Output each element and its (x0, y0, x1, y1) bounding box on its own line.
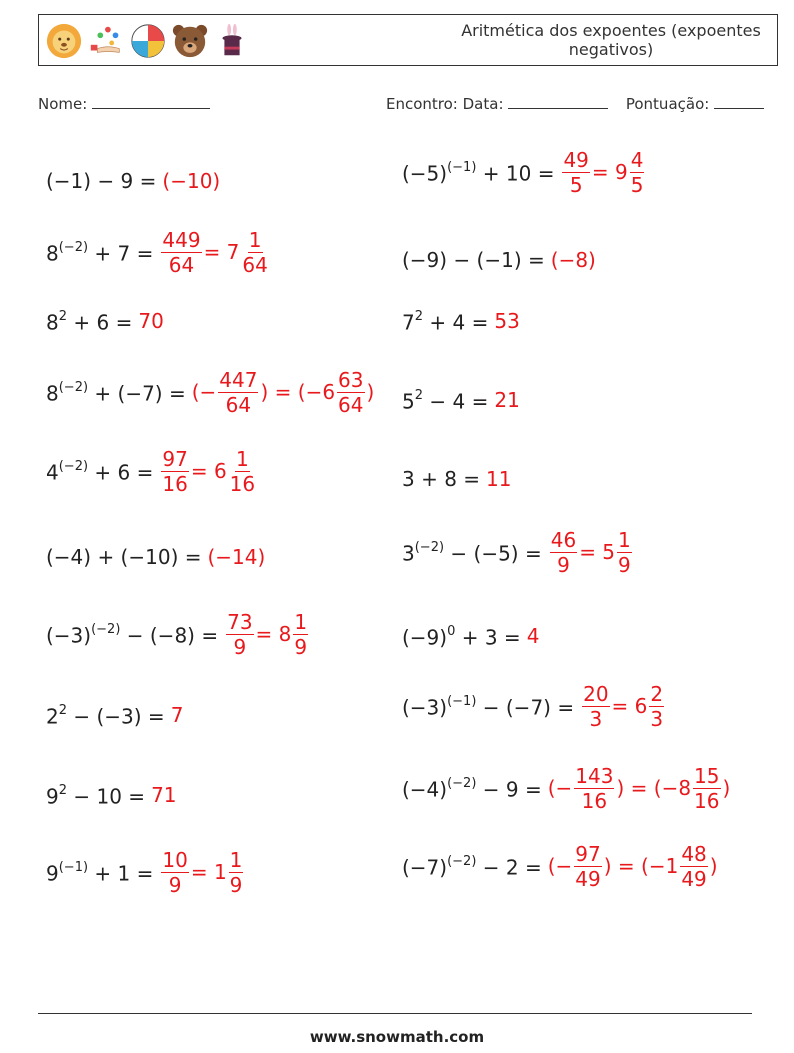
encounter-label: Encontro: Data: (386, 95, 504, 113)
numerator: 143 (575, 763, 614, 788)
answer-equals: ) = (−6 (260, 380, 336, 404)
answer-equals: ) = (−1 (603, 854, 679, 878)
answer (580, 682, 666, 731)
denominator: 16 (229, 471, 256, 496)
question-rest: + 4 = (429, 310, 489, 335)
question (46, 620, 218, 648)
denominator: 64 (168, 252, 195, 277)
numerator: 97 (162, 446, 188, 471)
exponent: (−2) (414, 540, 445, 556)
name-blank[interactable] (92, 94, 210, 109)
question-rest: − 2 = (482, 855, 542, 880)
mixed-fraction (229, 447, 256, 496)
answer-fraction (226, 610, 253, 659)
mixed-fraction (693, 764, 720, 813)
numerator: 2 (650, 681, 664, 706)
numerator: 49 (563, 147, 589, 172)
question (402, 158, 554, 186)
numerator: 15 (694, 763, 720, 788)
question (402, 774, 542, 802)
answer-fraction (562, 148, 589, 197)
answer (162, 169, 220, 193)
question (402, 386, 488, 414)
question-rest: + 3 = (461, 625, 521, 650)
footer-url: www.snowmath.com (309, 1028, 485, 1046)
answer (486, 467, 511, 491)
answer-fraction (574, 764, 614, 813)
question (46, 307, 132, 335)
answer-fraction (161, 447, 188, 496)
answer-fraction (574, 842, 601, 891)
exponent: 2 (414, 309, 424, 325)
numerator: 1 (618, 527, 631, 552)
question (402, 307, 488, 335)
answer-suffix: ) (709, 854, 718, 878)
denominator: 9 (294, 634, 308, 659)
worksheet-header (38, 14, 778, 66)
base: (−9) (402, 625, 448, 650)
exponent: (−2) (58, 380, 89, 396)
base: 9 (46, 784, 59, 809)
answer-value: 21 (494, 388, 520, 412)
answer-value: 11 (486, 467, 512, 491)
question-rest: + 1 = (94, 861, 154, 886)
denominator: 16 (162, 471, 188, 496)
numerator: 63 (338, 367, 364, 392)
question-rest: + 6 = (73, 310, 133, 335)
answer (224, 610, 310, 659)
problem-item (46, 771, 177, 819)
answer-value: (−10) (162, 169, 221, 193)
exponent: (−2) (447, 854, 477, 870)
answer (494, 388, 519, 412)
answer-fraction (161, 848, 188, 897)
problem-item (46, 848, 245, 896)
numerator: 447 (219, 367, 258, 392)
answer-equals: = 7 (203, 240, 240, 264)
question (402, 467, 480, 491)
bear-face-icon (171, 22, 209, 60)
numerator: 46 (550, 527, 577, 552)
answer (560, 148, 646, 197)
score-label: Pontuação: (625, 95, 710, 113)
problem-item (402, 376, 520, 424)
numerator: 97 (575, 841, 601, 866)
exponent: (−1) (447, 160, 477, 176)
problem-item (402, 612, 539, 660)
answer-equals: = 9 (591, 160, 628, 184)
question (46, 701, 165, 729)
answer (159, 447, 258, 496)
answer (192, 368, 375, 417)
mixed-fraction (241, 228, 268, 277)
problem-item (46, 297, 164, 345)
base: 8 (46, 241, 59, 266)
answer-suffix: ) (722, 776, 731, 800)
question-rest: − 10 = (73, 784, 146, 809)
mixed-fraction (229, 848, 244, 897)
question-text: (−4) + (−10) = (46, 545, 202, 569)
answer-suffix: ) (366, 380, 375, 404)
base: 3 (402, 541, 415, 566)
name-label: Nome: (38, 95, 88, 113)
problem-item (402, 297, 520, 345)
lion-face-icon (45, 22, 83, 60)
worksheet-title: Aritmética dos expoentes (expoentes negativos) (461, 21, 761, 59)
denominator: 49 (575, 866, 601, 891)
base: (−3) (402, 695, 448, 720)
answer (548, 528, 634, 577)
base: (−7) (402, 855, 448, 880)
exponent: 2 (414, 388, 424, 404)
exponent: (−1) (58, 860, 89, 876)
denominator: 9 (168, 872, 182, 897)
base: 8 (46, 310, 59, 335)
answer (171, 703, 184, 727)
score-blank[interactable] (714, 94, 764, 109)
base: (−5) (402, 161, 448, 186)
problem-item (402, 682, 666, 730)
base: (−3) (46, 623, 92, 648)
question-rest: + (−7) = (94, 381, 186, 406)
name-field[interactable] (38, 94, 210, 113)
beach-ball-icon (129, 22, 167, 60)
exponent: (−2) (447, 776, 477, 792)
numerator: 1 (229, 847, 243, 872)
answer-prefix: (− (547, 776, 573, 800)
base: 5 (402, 389, 415, 414)
denominator: 16 (694, 788, 720, 813)
denominator: 5 (630, 172, 644, 197)
question (46, 169, 156, 193)
answer (548, 764, 731, 813)
answer (208, 545, 266, 569)
problem-item (46, 610, 310, 658)
numerator: 20 (583, 681, 609, 706)
question-rest: − 9 = (482, 777, 542, 802)
answer-value: 53 (494, 309, 520, 333)
base: 4 (46, 460, 59, 485)
answer (551, 248, 596, 272)
encounter-field[interactable] (386, 94, 764, 113)
denominator: 16 (581, 788, 608, 813)
question (402, 538, 542, 566)
header-icons (45, 21, 251, 61)
juggling-balls-icon (87, 22, 125, 60)
question-text: (−9) − (−1) = (402, 248, 545, 272)
denominator: 64 (242, 252, 268, 277)
answer-fraction (161, 228, 201, 277)
question-rest: − 4 = (429, 389, 489, 414)
exponent: (−2) (58, 459, 89, 475)
answer-value: (−14) (207, 545, 266, 569)
answer (159, 848, 245, 897)
problem-item (46, 368, 374, 416)
footer-divider (38, 1013, 752, 1014)
base: 7 (402, 310, 415, 335)
base: 8 (46, 381, 59, 406)
answer-fraction (550, 528, 577, 577)
base: 9 (46, 861, 59, 886)
question (402, 852, 542, 880)
answer (159, 228, 270, 277)
answer-prefix: (− (191, 380, 217, 404)
magic-hat-rabbit-icon (213, 22, 251, 60)
numerator: 48 (681, 841, 707, 866)
problem-item (402, 528, 634, 576)
question (46, 545, 202, 569)
exponent: 2 (58, 703, 68, 719)
exponent: 2 (58, 783, 68, 799)
answer-equals: = 6 (190, 459, 227, 483)
question-text: 3 + 8 = (402, 467, 481, 491)
question-rest: − (−3) = (73, 704, 165, 729)
question (46, 457, 153, 485)
answer-equals: = 1 (190, 860, 227, 884)
problem-item (46, 228, 271, 276)
denominator: 9 (233, 634, 247, 659)
question (402, 622, 521, 650)
exponent: (−2) (58, 240, 89, 256)
denominator: 3 (589, 706, 603, 731)
answer-prefix: (− (547, 854, 573, 878)
mixed-fraction (630, 148, 645, 197)
numerator: 73 (227, 609, 253, 634)
denominator: 9 (229, 872, 243, 897)
question-rest: − (−7) = (482, 695, 575, 720)
question-rest: + 7 = (94, 241, 154, 266)
problem-item (402, 148, 646, 196)
answer (527, 624, 540, 648)
problem-item (402, 764, 730, 812)
answer-fraction (582, 682, 609, 731)
answer (151, 783, 176, 807)
question-rest: + 6 = (94, 460, 154, 485)
answer-equals: ) = (−8 (616, 776, 692, 800)
question-rest: − (−5) = (450, 541, 542, 566)
question (46, 378, 186, 406)
answer (548, 842, 718, 891)
answer-value: (−8) (550, 248, 596, 272)
exponent: 2 (58, 309, 68, 325)
question-text: (−1) − 9 = (46, 169, 157, 193)
question (46, 858, 153, 886)
question-rest: + 10 = (482, 161, 555, 186)
mixed-fraction (649, 682, 664, 731)
question (402, 692, 574, 720)
numerator: 449 (162, 227, 201, 252)
numerator: 4 (630, 147, 644, 172)
denominator: 64 (338, 392, 364, 417)
answer-equals: = 6 (611, 694, 648, 718)
denominator: 3 (650, 706, 664, 731)
answer-equals: = 8 (255, 622, 292, 646)
numerator: 1 (248, 227, 262, 252)
exponent: 0 (447, 624, 456, 640)
problem-item (46, 157, 220, 205)
answer-value: 70 (138, 309, 164, 333)
base: 2 (46, 704, 59, 729)
answer (494, 309, 519, 333)
problem-item (46, 447, 258, 495)
question (46, 238, 153, 266)
exponent: (−2) (91, 622, 121, 638)
question-rest: − (−8) = (126, 623, 219, 648)
answer-value: 7 (170, 703, 184, 727)
problem-item (46, 691, 183, 739)
base: (−4) (402, 777, 448, 802)
answer (138, 309, 163, 333)
numerator: 1 (236, 446, 249, 471)
answer-value: 71 (151, 783, 177, 807)
question (402, 248, 545, 272)
answer-equals: = 5 (579, 540, 616, 564)
question (46, 781, 145, 809)
mixed-fraction (337, 368, 364, 417)
problem-item (402, 236, 596, 284)
answer-fraction (218, 368, 258, 417)
problem-item (46, 533, 265, 581)
problem-item (402, 842, 718, 890)
date-blank[interactable] (508, 94, 608, 109)
mixed-fraction (617, 528, 632, 577)
mixed-fraction (293, 610, 308, 659)
denominator: 9 (618, 552, 631, 577)
answer-value: 4 (526, 624, 540, 648)
mixed-fraction (680, 842, 707, 891)
denominator: 5 (569, 172, 583, 197)
denominator: 49 (681, 866, 707, 891)
numerator: 10 (162, 847, 188, 872)
denominator: 64 (225, 392, 252, 417)
denominator: 9 (557, 552, 570, 577)
exponent: (−1) (447, 694, 477, 710)
problem-item (402, 455, 512, 503)
numerator: 1 (294, 609, 308, 634)
